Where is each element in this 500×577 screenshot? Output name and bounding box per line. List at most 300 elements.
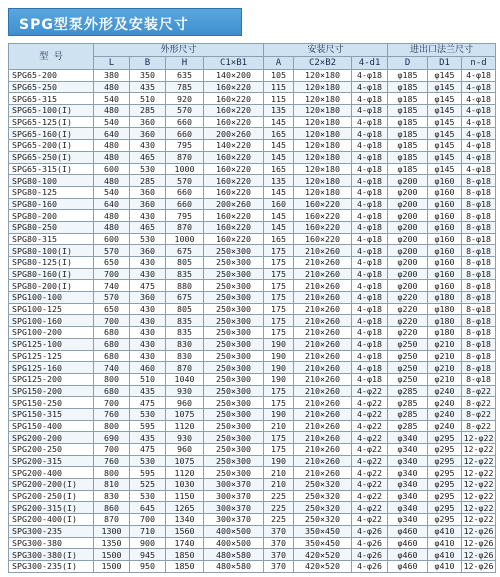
model-cell: SPG80-125(I) [9, 257, 94, 269]
value-cell: 210×260 [294, 373, 352, 385]
model-cell: SPG80-250 [9, 221, 94, 233]
value-cell: 160×220 [204, 81, 264, 93]
value-cell: 4-φ18 [352, 70, 388, 82]
value-cell: φ250 [388, 373, 428, 385]
value-cell: 250×300 [204, 467, 264, 479]
value-cell: φ160 [428, 198, 462, 210]
value-cell: φ210 [428, 362, 462, 374]
value-cell: 1150 [166, 490, 204, 502]
value-cell: 190 [264, 455, 294, 467]
value-cell: 8-φ22 [462, 385, 496, 397]
value-cell: 175 [264, 385, 294, 397]
value-cell: 675 [166, 245, 204, 257]
value-cell: 540 [94, 116, 130, 128]
value-cell: 4-φ18 [352, 303, 388, 315]
model-cell: SPG80-125 [9, 186, 94, 198]
model-cell: SPG65-315(I) [9, 163, 94, 175]
value-cell: 4-φ18 [352, 315, 388, 327]
value-cell: 8-φ18 [462, 373, 496, 385]
value-cell: φ340 [388, 490, 428, 502]
table-row [9, 549, 496, 561]
value-cell: 480 [94, 81, 130, 93]
value-cell: 1000 [166, 163, 204, 175]
value-cell: 360 [130, 116, 166, 128]
model-cell: SPG100-200 [9, 327, 94, 339]
value-cell: 4-φ18 [462, 140, 496, 152]
value-cell: 120×180 [294, 151, 352, 163]
value-cell: 210×260 [294, 350, 352, 362]
value-cell: 210×260 [294, 420, 352, 432]
value-cell: 4-φ22 [352, 502, 388, 514]
value-cell: φ295 [428, 467, 462, 479]
value-cell: 4-φ18 [352, 128, 388, 140]
value-cell: 1075 [166, 455, 204, 467]
value-cell: 4-φ18 [352, 116, 388, 128]
table-row [9, 292, 496, 304]
model-cell: SPG150-250 [9, 397, 94, 409]
value-cell: 680 [94, 385, 130, 397]
table-row [9, 490, 496, 502]
table-row [9, 151, 496, 163]
value-cell: 795 [166, 210, 204, 222]
table-row [9, 444, 496, 456]
value-cell: 190 [264, 350, 294, 362]
value-cell: φ185 [388, 128, 428, 140]
value-cell: 4-φ18 [352, 81, 388, 93]
value-cell: 175 [264, 268, 294, 280]
model-cell: SPG100-125 [9, 303, 94, 315]
value-cell: 960 [166, 444, 204, 456]
value-cell: 1500 [94, 560, 130, 572]
value-cell: 165 [264, 233, 294, 245]
value-cell: 1850 [166, 560, 204, 572]
value-cell: φ210 [428, 338, 462, 350]
table-row [9, 327, 496, 339]
value-cell: φ160 [428, 221, 462, 233]
value-cell: 475 [130, 280, 166, 292]
model-cell: SPG125-100 [9, 338, 94, 350]
value-cell: 12-φ26 [462, 560, 496, 572]
value-cell: 210×260 [294, 303, 352, 315]
value-cell: 480 [94, 221, 130, 233]
value-cell: 250×300 [204, 292, 264, 304]
value-cell: φ200 [388, 175, 428, 187]
value-cell: 285 [130, 175, 166, 187]
value-cell: 650 [94, 257, 130, 269]
value-cell: 930 [166, 385, 204, 397]
model-cell: SPG200-200 [9, 432, 94, 444]
value-cell: 160×220 [204, 175, 264, 187]
value-cell: φ145 [428, 70, 462, 82]
value-cell: 145 [264, 210, 294, 222]
value-cell: 175 [264, 280, 294, 292]
value-cell: 210×260 [294, 397, 352, 409]
table-row [9, 350, 496, 362]
value-cell: 250×300 [204, 432, 264, 444]
value-cell: 210×260 [294, 455, 352, 467]
table-row [9, 408, 496, 420]
value-cell: φ145 [428, 128, 462, 140]
table-row [9, 81, 496, 93]
value-cell: 210×260 [294, 385, 352, 397]
col-header: C2×B2 [294, 57, 352, 70]
value-cell: 805 [166, 303, 204, 315]
value-cell: 960 [166, 397, 204, 409]
value-cell: 1000 [166, 233, 204, 245]
value-cell: 810 [94, 479, 130, 491]
model-cell: SPG65-200 [9, 70, 94, 82]
value-cell: φ250 [388, 350, 428, 362]
table-row [9, 385, 496, 397]
value-cell: 795 [166, 140, 204, 152]
table-row [9, 525, 496, 537]
value-cell: 200×260 [204, 198, 264, 210]
value-cell: 4-φ18 [352, 327, 388, 339]
value-cell: 400×500 [204, 525, 264, 537]
table-row [9, 140, 496, 152]
value-cell: 250×300 [204, 303, 264, 315]
value-cell: 460 [130, 362, 166, 374]
value-cell: φ295 [428, 479, 462, 491]
value-cell: 430 [130, 140, 166, 152]
table-row [9, 362, 496, 374]
value-cell: 175 [264, 303, 294, 315]
value-cell: φ285 [388, 385, 428, 397]
value-cell: 4-φ22 [352, 490, 388, 502]
value-cell: φ200 [388, 198, 428, 210]
value-cell: 135 [264, 105, 294, 117]
value-cell: 530 [130, 163, 166, 175]
col-header: D [388, 57, 428, 70]
value-cell: 210×260 [294, 268, 352, 280]
value-cell: 530 [130, 408, 166, 420]
value-cell: 4-φ22 [352, 420, 388, 432]
model-cell: SPG300-380(I) [9, 549, 94, 561]
value-cell: φ145 [428, 151, 462, 163]
table-row [9, 420, 496, 432]
value-cell: φ340 [388, 479, 428, 491]
value-cell: 160×220 [294, 210, 352, 222]
value-cell: 160×220 [294, 198, 352, 210]
value-cell: 4-φ22 [352, 444, 388, 456]
value-cell: 675 [166, 292, 204, 304]
value-cell: 760 [94, 408, 130, 420]
value-cell: 8-φ18 [462, 257, 496, 269]
table-row [9, 186, 496, 198]
value-cell: 8-φ22 [462, 408, 496, 420]
value-cell: φ240 [428, 397, 462, 409]
table-row [9, 338, 496, 350]
value-cell: φ410 [428, 560, 462, 572]
value-cell: 1560 [166, 525, 204, 537]
value-cell: 4-φ22 [352, 455, 388, 467]
value-cell: 140×200 [204, 70, 264, 82]
value-cell: 370 [264, 537, 294, 549]
value-cell: φ200 [388, 233, 428, 245]
value-cell: 4-φ18 [462, 81, 496, 93]
value-cell: φ200 [388, 257, 428, 269]
value-cell: 350×450 [294, 537, 352, 549]
model-cell: SPG125-125 [9, 350, 94, 362]
value-cell: 4-φ18 [462, 128, 496, 140]
value-cell: φ410 [428, 549, 462, 561]
value-cell: 830 [166, 350, 204, 362]
value-cell: 530 [130, 233, 166, 245]
value-cell: 200×260 [204, 128, 264, 140]
table-row [9, 116, 496, 128]
value-cell: 785 [166, 81, 204, 93]
value-cell: 595 [130, 420, 166, 432]
model-cell: SPG200-250 [9, 444, 94, 456]
value-cell: 225 [264, 490, 294, 502]
value-cell: 300×370 [204, 490, 264, 502]
col-header: 4-d1 [352, 57, 388, 70]
value-cell: 4-φ18 [352, 257, 388, 269]
model-cell: SPG65-250(I) [9, 151, 94, 163]
value-cell: φ220 [388, 292, 428, 304]
value-cell: 805 [166, 257, 204, 269]
value-cell: 115 [264, 93, 294, 105]
value-cell: 250×300 [204, 408, 264, 420]
table-row [9, 210, 496, 222]
value-cell: φ185 [388, 163, 428, 175]
value-cell: φ410 [428, 537, 462, 549]
value-cell: 8-φ18 [462, 268, 496, 280]
model-cell: SPG100-160 [9, 315, 94, 327]
value-cell: 12-φ22 [462, 502, 496, 514]
value-cell: 930 [166, 432, 204, 444]
table-row [9, 128, 496, 140]
value-cell: 430 [130, 350, 166, 362]
value-cell: φ340 [388, 455, 428, 467]
value-cell: φ295 [428, 455, 462, 467]
col-header: C1×B1 [204, 57, 264, 70]
value-cell: 4-φ26 [352, 525, 388, 537]
value-cell: 145 [264, 186, 294, 198]
value-cell: 160×220 [204, 186, 264, 198]
value-cell: 480 [94, 175, 130, 187]
value-cell: 175 [264, 327, 294, 339]
value-cell: 250×320 [294, 502, 352, 514]
value-cell: 165 [264, 128, 294, 140]
value-cell: 835 [166, 268, 204, 280]
value-cell: 250×300 [204, 338, 264, 350]
value-cell: 525 [130, 479, 166, 491]
value-cell: 12-φ26 [462, 549, 496, 561]
value-cell: 8-φ18 [462, 292, 496, 304]
table-row [9, 221, 496, 233]
table-row [9, 175, 496, 187]
value-cell: 640 [94, 198, 130, 210]
value-cell: φ185 [388, 70, 428, 82]
value-cell: 175 [264, 397, 294, 409]
value-cell: 4-φ22 [352, 397, 388, 409]
value-cell: 680 [94, 338, 130, 350]
value-cell: 400×500 [204, 537, 264, 549]
value-cell: 8-φ18 [462, 175, 496, 187]
value-cell: 435 [130, 385, 166, 397]
model-cell: SPG150-200 [9, 385, 94, 397]
value-cell: φ295 [428, 514, 462, 526]
value-cell: 4-φ18 [352, 362, 388, 374]
value-cell: 540 [94, 186, 130, 198]
table-row [9, 280, 496, 292]
value-cell: 480 [94, 210, 130, 222]
value-cell: φ285 [388, 408, 428, 420]
value-cell: 210 [264, 479, 294, 491]
value-cell: 700 [94, 444, 130, 456]
table-row [9, 467, 496, 479]
value-cell: φ185 [388, 105, 428, 117]
value-cell: 250×320 [294, 479, 352, 491]
value-cell: 160×220 [204, 233, 264, 245]
table-row [9, 455, 496, 467]
model-cell: SPG65-160(I) [9, 128, 94, 140]
value-cell: 430 [130, 338, 166, 350]
value-cell: 12-φ22 [462, 490, 496, 502]
value-cell: φ210 [428, 350, 462, 362]
value-cell: 350 [130, 70, 166, 82]
value-cell: 160 [264, 198, 294, 210]
value-cell: φ250 [388, 338, 428, 350]
model-cell: SPG200-400(I) [9, 514, 94, 526]
value-cell: φ160 [428, 233, 462, 245]
value-cell: 135 [264, 175, 294, 187]
value-cell: 475 [130, 444, 166, 456]
value-cell: 160×220 [204, 163, 264, 175]
model-cell: SPG200-315 [9, 455, 94, 467]
value-cell: 175 [264, 444, 294, 456]
value-cell: 8-φ18 [462, 233, 496, 245]
value-cell: 160×220 [294, 221, 352, 233]
table-row [9, 373, 496, 385]
value-cell: φ240 [428, 385, 462, 397]
value-cell: 4-φ18 [352, 105, 388, 117]
value-cell: 4-φ22 [352, 467, 388, 479]
value-cell: 430 [130, 327, 166, 339]
value-cell: 510 [130, 93, 166, 105]
value-cell: 4-φ18 [352, 93, 388, 105]
value-cell: 4-φ18 [352, 198, 388, 210]
header-model: 型 号 [9, 44, 94, 70]
value-cell: 190 [264, 373, 294, 385]
value-cell: 8-φ18 [462, 221, 496, 233]
value-cell: 760 [94, 455, 130, 467]
value-cell: 4-φ26 [352, 549, 388, 561]
value-cell: 350×450 [294, 525, 352, 537]
model-cell: SPG65-315 [9, 93, 94, 105]
value-cell: 175 [264, 292, 294, 304]
value-cell: 660 [166, 116, 204, 128]
value-cell: 570 [94, 292, 130, 304]
value-cell: 210×260 [294, 292, 352, 304]
value-cell: 4-φ18 [462, 70, 496, 82]
value-cell: φ240 [428, 420, 462, 432]
value-cell: 160×220 [204, 151, 264, 163]
value-cell: φ200 [388, 210, 428, 222]
value-cell: 210×260 [294, 327, 352, 339]
value-cell: 175 [264, 315, 294, 327]
value-cell: 800 [94, 373, 130, 385]
value-cell: φ145 [428, 116, 462, 128]
value-cell: φ340 [388, 432, 428, 444]
table-row [9, 537, 496, 549]
value-cell: 4-φ18 [352, 268, 388, 280]
col-header: D1 [428, 57, 462, 70]
value-cell: 360 [130, 128, 166, 140]
value-cell: 4-φ18 [352, 175, 388, 187]
value-cell: 8-φ18 [462, 362, 496, 374]
value-cell: 700 [94, 397, 130, 409]
value-cell: φ145 [428, 105, 462, 117]
value-cell: φ200 [388, 245, 428, 257]
value-cell: 740 [94, 280, 130, 292]
col-header: A [264, 57, 294, 70]
value-cell: 700 [94, 315, 130, 327]
value-cell: φ185 [388, 93, 428, 105]
model-cell: SPG100-100 [9, 292, 94, 304]
value-cell: 370 [264, 549, 294, 561]
value-cell: 4-φ22 [352, 514, 388, 526]
value-cell: φ160 [428, 257, 462, 269]
value-cell: 8-φ22 [462, 420, 496, 432]
value-cell: φ145 [428, 163, 462, 175]
header-flange: 进出口法兰尺寸 [388, 44, 496, 57]
value-cell: φ180 [428, 303, 462, 315]
value-cell: 870 [94, 514, 130, 526]
dimension-table [8, 43, 496, 573]
value-cell: 635 [166, 70, 204, 82]
value-cell: 120×180 [294, 70, 352, 82]
value-cell: 8-φ18 [462, 338, 496, 350]
value-cell: 1265 [166, 502, 204, 514]
value-cell: φ185 [388, 140, 428, 152]
value-cell: 4-φ18 [352, 233, 388, 245]
value-cell: 4-φ18 [352, 221, 388, 233]
value-cell: 830 [166, 338, 204, 350]
value-cell: 570 [166, 105, 204, 117]
table-row [9, 163, 496, 175]
value-cell: 465 [130, 151, 166, 163]
value-cell: 530 [130, 455, 166, 467]
model-cell: SPG200-200(I) [9, 479, 94, 491]
value-cell: 4-φ22 [352, 432, 388, 444]
value-cell: 680 [94, 327, 130, 339]
value-cell: 600 [94, 233, 130, 245]
model-cell: SPG80-315 [9, 233, 94, 245]
model-cell: SPG200-250(I) [9, 490, 94, 502]
value-cell: 8-φ18 [462, 327, 496, 339]
value-cell: 250×320 [294, 490, 352, 502]
value-cell: φ180 [428, 315, 462, 327]
value-cell: 120×180 [294, 175, 352, 187]
value-cell: 8-φ18 [462, 210, 496, 222]
value-cell: 210×260 [294, 315, 352, 327]
value-cell: φ295 [428, 502, 462, 514]
value-cell: 4-φ18 [462, 93, 496, 105]
value-cell: 120×180 [294, 116, 352, 128]
model-cell: SPG80-100(I) [9, 245, 94, 257]
model-cell: SPG150-400 [9, 420, 94, 432]
value-cell: 1740 [166, 537, 204, 549]
model-cell: SPG200-315(I) [9, 502, 94, 514]
value-cell: 115 [264, 81, 294, 93]
value-cell: 210×260 [294, 467, 352, 479]
value-cell: 210×260 [294, 432, 352, 444]
table-row [9, 303, 496, 315]
value-cell: 4-φ22 [352, 479, 388, 491]
value-cell: 430 [130, 257, 166, 269]
